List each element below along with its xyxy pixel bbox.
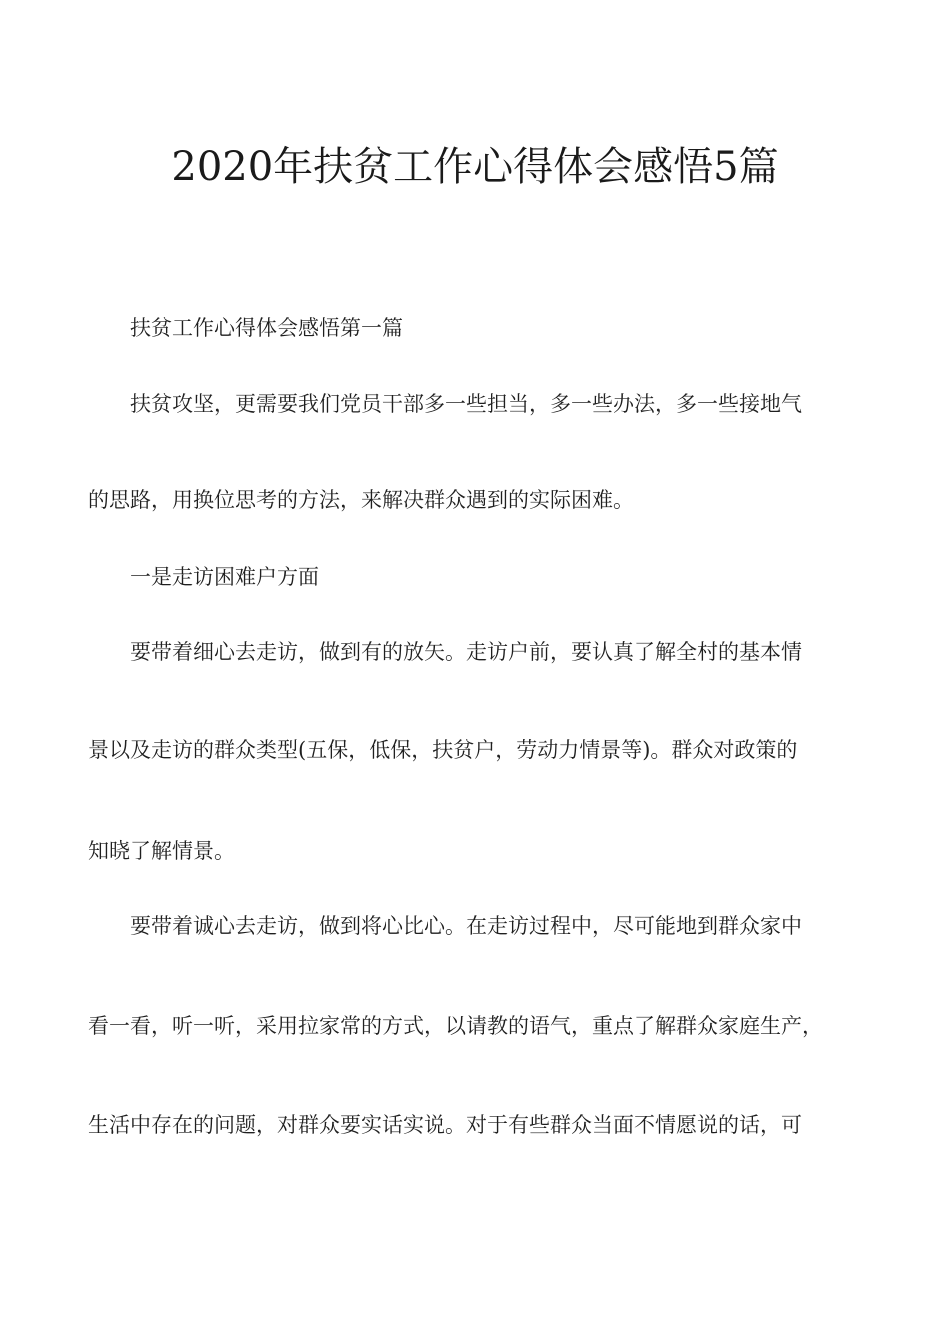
- paragraph-line: 扶贫攻坚，更需要我们党员干部多一些担当，多一些办法，多一些接地气: [130, 392, 802, 416]
- paragraph-line: 知晓了解情景。: [88, 839, 235, 863]
- subsection-heading: 一是走访困难户方面: [130, 565, 319, 589]
- document-title: 2020年扶贫工作心得体会感悟5篇: [171, 144, 779, 190]
- paragraph-line: 看一看，听一听，采用拉家常的方式，以请教的语气，重点了解群众家庭生产，: [88, 1014, 823, 1038]
- paragraph-line: 要带着细心去走访，做到有的放矢。走访户前，要认真了解全村的基本情: [130, 640, 802, 664]
- paragraph-line: 要带着诚心去走访，做到将心比心。在走访过程中，尽可能地到群众家中: [130, 914, 802, 938]
- paragraph-line: 生活中存在的问题，对群众要实话实说。对于有些群众当面不情愿说的话，可: [88, 1113, 802, 1137]
- paragraph-line: 的思路，用换位思考的方法，来解决群众遇到的实际困难。: [88, 488, 634, 512]
- section-heading: 扶贫工作心得体会感悟第一篇: [130, 316, 403, 340]
- paragraph-line: 景以及走访的群众类型(五保，低保，扶贫户，劳动力情景等)。群众对政策的: [88, 738, 798, 762]
